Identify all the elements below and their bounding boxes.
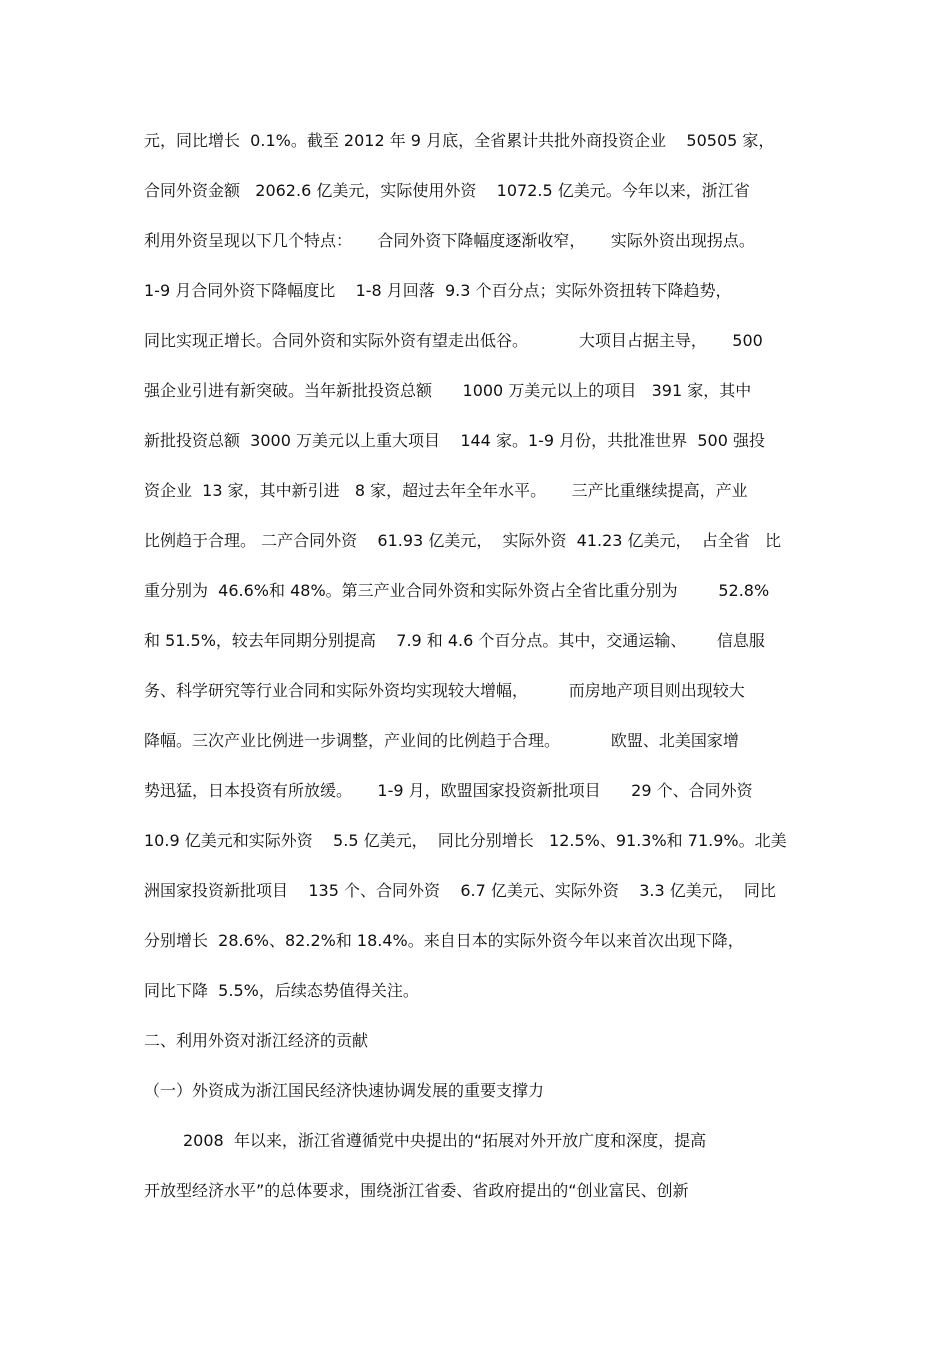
paragraph-line: 分别增长 28.6%、82.2%和 18.4%。来自日本的实际外资今年以来首次出现下降， xyxy=(144,931,744,950)
paragraph-line: 重分别为 46.6%和 48%。第三产业合同外资和实际外资占全省比重分别为 52.8% xyxy=(144,581,770,600)
paragraph-line: 2008 年以来，浙江省遵循党中央提出的“拓展对外开放广度和深度，提高 xyxy=(183,1131,707,1150)
paragraph-line: 洲国家投资新批项目 135 个、合同外资 6.7 亿美元、实际外资 3.3 亿美元， 同比 xyxy=(144,881,776,900)
paragraph-line: 合同外资金额 2062.6 亿美元，实际使用外资 1072.5 亿美元。今年以来，浙江省 xyxy=(144,181,750,200)
paragraph-line: 1-9 月合同外资下降幅度比 1-8 月回落 9.3 个百分点；实际外资扭转下降趋势， xyxy=(144,281,732,300)
paragraph-line: 同比实现正增长。合同外资和实际外资有望走出低谷。 大项目占据主导， 500 xyxy=(144,331,763,350)
paragraph-line: 开放型经济水平”的总体要求，围绕浙江省委、省政府提出的“创业富民、创新 xyxy=(144,1181,689,1200)
paragraph-line: 新批投资总额 3000 万美元以上重大项目 144 家。1-9 月份，共批准世界 500 强投 xyxy=(144,431,765,450)
paragraph-line: 势迅猛，日本投资有所放缓。 1-9 月，欧盟国家投资新批项目 29 个、合同外资 xyxy=(144,781,753,800)
paragraph-line: 同比下降 5.5%，后续态势值得关注。 xyxy=(144,981,419,1000)
paragraph-line: 10.9 亿美元和实际外资 5.5 亿美元， 同比分别增长 12.5%、91.3%和 71.9%。北美 xyxy=(144,831,787,850)
subsection-heading: （一）外资成为浙江国民经济快速协调发展的重要支撑力 xyxy=(144,1081,545,1100)
paragraph-line: 强企业引进有新突破。当年新批投资总额 1000 万美元以上的项目 391 家，其中 xyxy=(144,381,752,400)
paragraph-line: 利用外资呈现以下几个特点： 合同外资下降幅度逐渐收窄， 实际外资出现拐点。 xyxy=(144,231,755,250)
paragraph-line: 比例趋于合理。 二产合同外资 61.93 亿美元， 实际外资 41.23 亿美元， 占全省 比 xyxy=(144,531,781,550)
paragraph-line: 和 51.5%，较去年同期分别提高 7.9 和 4.6 个百分点。其中，交通运输、 信息服 xyxy=(144,631,765,650)
paragraph-line: 降幅。三次产业比例进一步调整，产业间的比例趋于合理。 欧盟、北美国家增 xyxy=(144,731,739,750)
section-heading: 二、利用外资对浙江经济的贡献 xyxy=(144,1031,369,1050)
paragraph-line: 资企业 13 家，其中新引进 8 家，超过去年全年水平。 三产比重继续提高，产业 xyxy=(144,481,748,500)
paragraph-line: 元，同比增长 0.1%。截至 2012 年 9 月底，全省累计共批外商投资企业 50505 家， xyxy=(144,131,775,150)
paragraph-line: 务、科学研究等行业合同和实际外资均实现较大增幅， 而房地产项目则出现较大 xyxy=(144,681,745,700)
